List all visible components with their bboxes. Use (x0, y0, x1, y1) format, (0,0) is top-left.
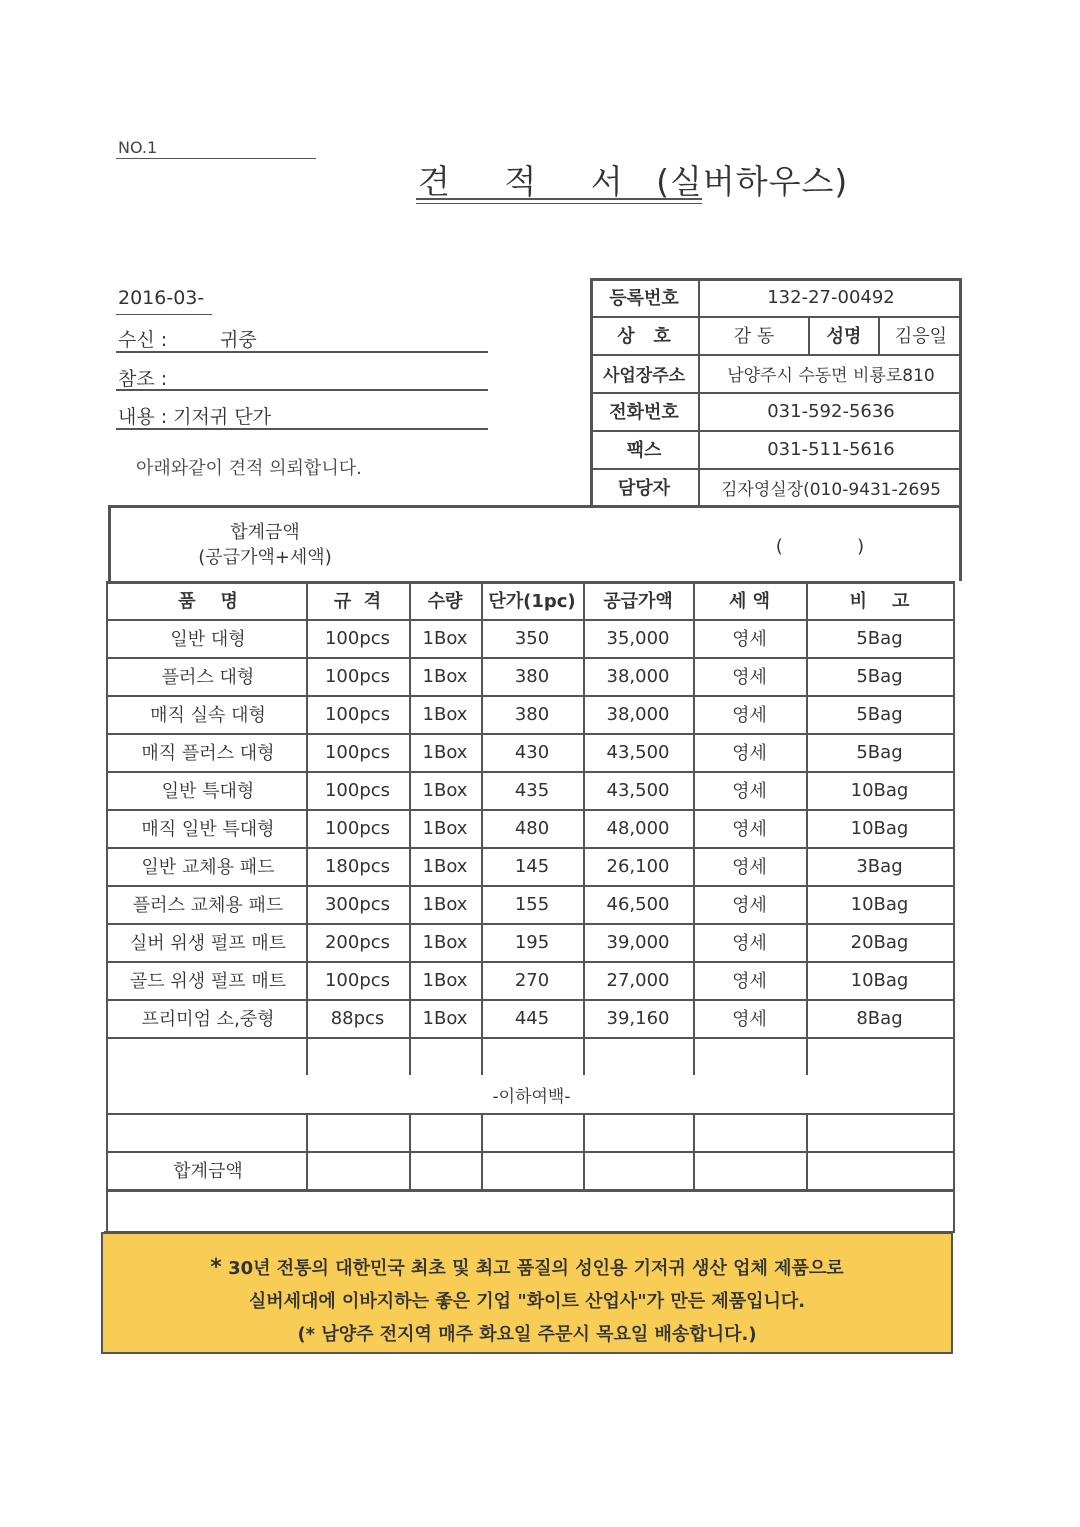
table-cell: 43,500 (606, 741, 670, 763)
table-cell: 20Bag (850, 931, 909, 953)
document-number: NO.1 (118, 138, 158, 157)
table-header-cell: 품 명 (178, 591, 238, 612)
table-vline (481, 1113, 483, 1189)
table-cell: 88pcs (330, 1007, 385, 1029)
table-vline (409, 1113, 411, 1189)
fax-value: 031-511-5616 (767, 438, 895, 460)
table-cell: 1Box (422, 969, 468, 991)
table-cell: 27,000 (606, 969, 670, 991)
table-cell: 270 (514, 969, 550, 991)
table-cell: 38,000 (606, 665, 670, 687)
quote-date: 2016-03- (118, 287, 205, 309)
table-hline (106, 1037, 955, 1039)
table-header-cell: 비 고 (849, 591, 910, 612)
notice-star: * (210, 1255, 222, 1280)
table-header-cell: 세 액 (728, 591, 771, 612)
document-number-underline (116, 158, 316, 159)
reg-no-label: 등록번호 (609, 288, 679, 309)
contact-value: 김자영실장(010-9431-2695 (721, 479, 941, 500)
table-cell: 5Bag (856, 627, 903, 649)
table-cell: 300pcs (324, 893, 391, 915)
table-cell: 영세 (732, 743, 767, 764)
table-cell: 350 (514, 627, 550, 649)
reference-underline (116, 389, 488, 391)
table-hline (106, 1189, 955, 1192)
table-cell: 100pcs (324, 741, 391, 763)
table-cell: 48,000 (606, 817, 670, 839)
notice-line-1 (103, 1254, 951, 1280)
table-cell: 1Box (422, 627, 468, 649)
reg-no-value: 132-27-00492 (767, 286, 895, 308)
table-vline (583, 1113, 585, 1189)
request-text: 아래와같이 견적 의뢰합니다. (136, 458, 362, 479)
table-cell: 영세 (732, 781, 767, 802)
blank-note: -이하여백- (492, 1086, 571, 1107)
title-underline (416, 198, 702, 200)
table-cell: 5Bag (856, 703, 903, 725)
table-cell: 5Bag (856, 665, 903, 687)
table-cell: 10Bag (850, 893, 909, 915)
table-vline (106, 581, 108, 1231)
table-cell: 430 (514, 741, 550, 763)
table-cell: 380 (514, 703, 550, 725)
ceo-label: 성명 (826, 326, 862, 347)
table-cell: 435 (514, 779, 550, 801)
table-header-cell: 단가(1pc) (488, 591, 576, 612)
table-cell: 26,100 (606, 855, 670, 877)
table-cell: 3Bag (856, 855, 903, 877)
table-cell: 영세 (732, 819, 767, 840)
table-cell: 8Bag (856, 1007, 903, 1029)
table-vline (953, 581, 955, 1231)
table-cell: 영세 (732, 1009, 767, 1030)
table-cell: 39,160 (606, 1007, 670, 1029)
table-cell: 38,000 (606, 703, 670, 725)
table-cell: 10Bag (850, 817, 909, 839)
table-cell: 46,500 (606, 893, 670, 915)
recipient-value: 귀중 (220, 329, 257, 351)
table-cell: 1Box (422, 893, 468, 915)
table-cell: 매직 실속 대형 (150, 705, 266, 726)
table-cell: 매직 플러스 대형 (141, 743, 275, 764)
table-cell: 플러스 교체용 패드 (132, 895, 284, 916)
table-cell: 매직 일반 특대형 (141, 819, 275, 840)
table-header-cell: 규 격 (333, 591, 382, 612)
table-cell: 100pcs (324, 627, 391, 649)
address-label: 사업장주소 (602, 365, 686, 386)
table-cell: 일반 특대형 (161, 781, 255, 802)
table-vline (306, 1113, 308, 1189)
table-cell: 1Box (422, 1007, 468, 1029)
table-cell: 1Box (422, 855, 468, 877)
table-cell: 영세 (732, 857, 767, 878)
total-header-value: ( ) (775, 536, 865, 557)
table-header-cell: 수량 (427, 591, 463, 612)
recipient-label: 수신 : (118, 329, 168, 351)
table-cell: 일반 교체용 패드 (141, 857, 275, 878)
table-cell: 영세 (732, 971, 767, 992)
table-cell: 1Box (422, 703, 468, 725)
notice-line-2: 실버세대에 이바지하는 좋은 기업 "화이트 산업사"가 만든 제품입니다. (248, 1291, 806, 1312)
table-cell: 영세 (732, 667, 767, 688)
table-vline (693, 1113, 695, 1189)
table-cell: 100pcs (324, 969, 391, 991)
recipient-underline (116, 351, 488, 353)
table-cell: 100pcs (324, 779, 391, 801)
table-cell: 5Bag (856, 741, 903, 763)
table-cell: 1Box (422, 817, 468, 839)
table-vline (806, 1113, 808, 1189)
table-cell: 일반 대형 (170, 629, 246, 650)
phone-label: 전화번호 (609, 402, 679, 423)
total-amount-label: 합계금액 (173, 1161, 243, 1182)
table-cell: 445 (514, 1007, 550, 1029)
title-underline-thin (416, 203, 702, 204)
table-cell: 1Box (422, 665, 468, 687)
content-label: 내용 : 기저귀 단가 (118, 406, 271, 428)
table-cell: 10Bag (850, 779, 909, 801)
company-label: 상 호 (617, 326, 671, 347)
table-cell: 골드 위생 펄프 매트 (129, 971, 287, 992)
contact-label: 담당자 (617, 478, 671, 499)
table-cell: 43,500 (606, 779, 670, 801)
table-cell: 실버 위생 펄프 매트 (129, 933, 287, 954)
table-cell: 35,000 (606, 627, 670, 649)
table-header-cell: 공급가액 (603, 591, 673, 612)
table-cell: 100pcs (324, 665, 391, 687)
table-cell: 1Box (422, 931, 468, 953)
reference-label: 참조 : (118, 368, 168, 390)
phone-value: 031-592-5636 (767, 400, 895, 422)
table-cell: 39,000 (606, 931, 670, 953)
ceo-value: 김응일 (894, 326, 948, 347)
table-cell: 200pcs (324, 931, 391, 953)
table-cell: 380 (514, 665, 550, 687)
date-underline (116, 314, 212, 315)
table-cell: 영세 (732, 933, 767, 954)
table-cell: 영세 (732, 895, 767, 916)
notice-line-3: (* 남양주 전지역 매주 화요일 주문시 목요일 배송합니다.) (297, 1324, 757, 1345)
table-cell: 영세 (732, 629, 767, 650)
table-cell: 100pcs (324, 817, 391, 839)
table-cell: 180pcs (324, 855, 391, 877)
table-cell: 195 (514, 931, 550, 953)
total-header-label: 합계금액 (230, 522, 300, 543)
company-value: 감 동 (733, 326, 775, 347)
table-cell: 100pcs (324, 703, 391, 725)
table-cell: 프리미엄 소,중형 (141, 1009, 275, 1030)
table-cell: 플러스 대형 (161, 667, 255, 688)
title-sub: (실버하우스) (656, 162, 849, 201)
title-main: 견 적 서 (418, 162, 645, 201)
table-hline (106, 1113, 955, 1115)
fax-label: 팩스 (626, 440, 662, 461)
table-cell: 145 (514, 855, 550, 877)
table-cell: 10Bag (850, 969, 909, 991)
table-cell: 1Box (422, 741, 468, 763)
total-header-sublabel: (공급가액+세액) (198, 547, 332, 568)
content-underline (116, 428, 488, 430)
table-cell: 영세 (732, 705, 767, 726)
notice-box (101, 1232, 953, 1354)
table-cell: 1Box (422, 779, 468, 801)
table-cell: 480 (514, 817, 550, 839)
table-cell: 155 (514, 893, 550, 915)
supplier-info (590, 278, 962, 508)
document-title (418, 156, 848, 203)
notice-line-1-text: 30년 전통의 대한민국 최초 및 최고 품질의 성인용 기저귀 생산 업체 제품으로 (228, 1258, 844, 1279)
address-value: 남양주시 수동면 비룡로810 (727, 365, 935, 386)
